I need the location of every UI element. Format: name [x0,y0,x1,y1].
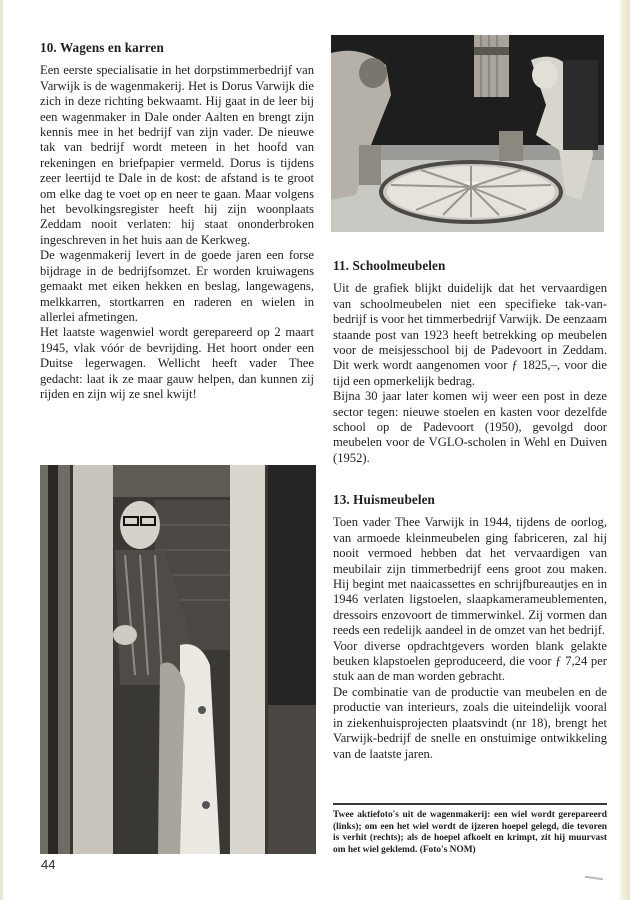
paragraph: Toen vader Thee Varwijk in 1944, tijdens de oorlog, van armoede kleinmeubelen ging fabriceren, zal hij nooit vermoed hebben dat het vervaardigen van meubilair zijn timmerbedrijf eens groot zou maken. Hij begint met naaicassettes en schrijfbureautjes en in 1946 verlaten ligstoelen, slaapkamerameublementen, dressoirs enzovoort de timmerwinkel. Zij vormen dan reeds een redelijk aandeel in de omzet van het bedrijf. [333,515,607,638]
repair-photo-illustration [40,465,316,854]
paragraph: Een eerste specialisatie in het dorpstimmerbedrijf van Varwijk is de wagenmakerij. Het is Dorus Varwijk die zich in deze richting bekwaamt. Hij gaat in de leer bij een wagenmaker in Dale onder Aalten en brengt zijn kennis mee in het bedrijf van zijn vader. De nieuwe tak van bedrijf wordt meteen in het hoofd van rekeningen en briefpapier vermeld. Dorus is tijdens zeer leertijd te Dale in de kost: de afstand is te groot om elke dag te voet op en neer te gaan. Maar volgens het bevolkingsregister heeft hij zijn woonplaats Zeddam nooit verlaten: hij staat ononderbroken ingeschreven in het huis aan de Kerkweg. [40,63,314,247]
wheel-photo-illustration [331,35,604,232]
section-heading-schoolmeubelen: 11. Schoolmeubelen [333,258,446,273]
caption-divider [333,803,607,805]
section-heading-wagens: 10. Wagens en karren [40,40,164,55]
paragraph: De wagenmakerij levert in de goede jaren een forse bijdrage in de bedrijfsomzet. Er worden kruiwagens gemaakt met eiken hekken en beslag, langewagens, melkkarren, stortkarren en raderen en wielen in allerlei afmetingen. [40,248,314,324]
paragraph: Voor diverse opdrachtgevers worden blank gelakte beuken klapstoelen geproduceerd, die voor ƒ 7,24 per stuk aan de man worden gebracht. [333,638,607,684]
page-number: 44 [41,857,56,872]
paragraph: Het laatste wagenwiel wordt gerepareerd op 2 maart 1945, vlak vóór de bevrijding. Het hoort onder een Duitse legerwagen. Wellicht heeft vader Thee gedacht: laat ik ze maar gauw helpen, dan kunnen zij rijden en zijn wij ze snel kwijt! [40,325,314,401]
photo-caption: Twee aktiefoto's uit de wagenmakerij: een wiel wordt gerepareerd (links); om een het wiel wordt de ijzeren hoepel gelegd, die tevoren is verhit (rechts); als de hoepel afkoelt en krimpt, zit hij muurvast om het wiel geklemd. (Foto's NOM) [333,810,607,855]
section-heading-huismeubelen: 13. Huismeubelen [333,492,435,507]
section-wagens [40,40,314,402]
section-huismeubelen [333,492,607,762]
photo-wheel-repair [40,465,316,854]
pencil-mark [585,876,603,880]
photo-wheel-hoop [331,35,604,232]
paragraph: Uit de grafiek blijkt duidelijk dat het vervaardigen van schoolmeubelen niet een specifieke tak-van-bedrijf is voor het timmerbedrijf Varwijk. De eenzaam staande post van 1923 heeft betrekking op meubelen voor de meisjesschool bij de Padevoort in Zeddam. Dit werk wordt aangenomen voor ƒ 1825,–, voor die tijd een opmerkelijk bedrag. [333,281,607,388]
section-schoolmeubelen [333,258,607,466]
page-left-edge [0,0,3,900]
paragraph: De combinatie van de productie van meubelen en de productie van interieurs, zoals die uiteindelijk vooral in ziekenhuisprojecten plaatsvindt (nr 18), brengt het Varwijk-bedrijf de snelle en onstuimige ontwikkeling van de laatste jaren. [333,684,607,761]
paragraph: Bijna 30 jaar later komen wij weer een post in deze sector tegen: nieuwe stoelen en kasten voor dezelfde school op de Padevoort (1950), gevolgd door meubelen voor de VGLO-scholen in Wehl en Duiven (1952). [333,389,607,465]
page-right-edge [618,0,630,900]
